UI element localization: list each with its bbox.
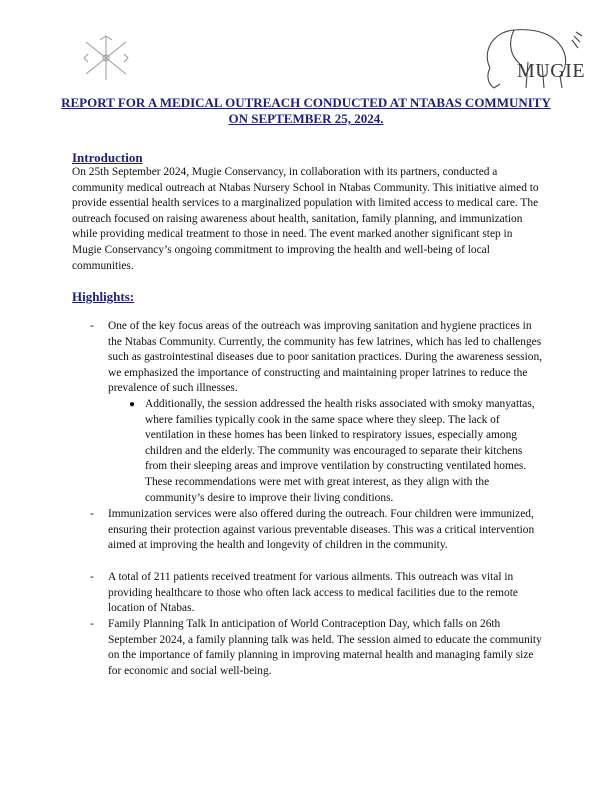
highlight-item-immunization: Immunization services were also offered during the outreach. Four children were immunized, ensuring their protection against various preventable diseases. This was a critical intervention aimed at improving the health and longevity of children in the community. xyxy=(108,508,535,552)
list-dash: - xyxy=(90,618,94,630)
highlight-item-patients: A total of 211 patients received treatment for various ailments. This outreach was vital in providing healthcare to those who often lack access to medical facilities due to the remote location of Ntabas. xyxy=(108,571,518,615)
introduction-text: On 25th September 2024, Mugie Conservancy, in collaboration with its partners, conducted a community medical outreach at Ntabas Nursery School in Ntabas Community. This initiative aimed to provide essential health services to a marginalized population with limited access to medical care. The outreach focused on raising awareness about health, sanitation, family planning, and immunization while providing medical treatment to those in need. The event marked another significant step in Mugie Conservancy’s ongoing commitment to improving the health and well-being of local communities. xyxy=(72,166,539,272)
introduction-heading: Introduction xyxy=(72,150,143,165)
highlight-item-sanitation: One of the key focus areas of the outreach was improving sanitation and hygiene practices in the Ntabas Community. Currently, the community has few latrines, which has led to challenges such as gastrointestinal diseases due to poor sanitation practices. During the awareness session, we emphasized the importance of constructing and maintaining proper latrines to reduce the prevalence of such illnesses. xyxy=(108,320,543,395)
report-title: REPORT FOR A MEDICAL OUTREACH CONDUCTED AT NTABAS COMMUNITY ON SEPTEMBER 25, 2024. xyxy=(61,95,551,126)
highlight-item-family-planning: Family Planning Talk In anticipation of World Contraception Day, which falls on 26th September 2024, a family planning talk was held. The session aimed to educate the community on the importance of family planning in improving maternal health and managing family size for economic and social well-being. xyxy=(108,618,542,677)
list-dash: - xyxy=(90,508,94,520)
highlight-subitem-manyattas: Additionally, the session addressed the health risks associated with smoky manyattas, where families typically cook in the same space where they sleep. The lack of ventilation in these homes has been linked to respiratory issues, especially among children and the elderly. The community was encouraged to separate their kitchens from their sleeping areas and improve ventilation by constructing ventilated homes. These recommendations were met with great interest, as they align with the community’s desire to improve their living conditions. xyxy=(145,398,535,504)
mugie-elephant-logo-icon xyxy=(470,22,588,94)
partner-emblem-icon xyxy=(80,34,132,84)
highlights-heading: Highlights: xyxy=(72,289,135,304)
mugie-logo-text: MUGIE xyxy=(517,60,586,82)
list-dash: - xyxy=(90,571,94,583)
list-bullet: ● xyxy=(129,399,136,410)
list-dash: - xyxy=(90,320,94,332)
